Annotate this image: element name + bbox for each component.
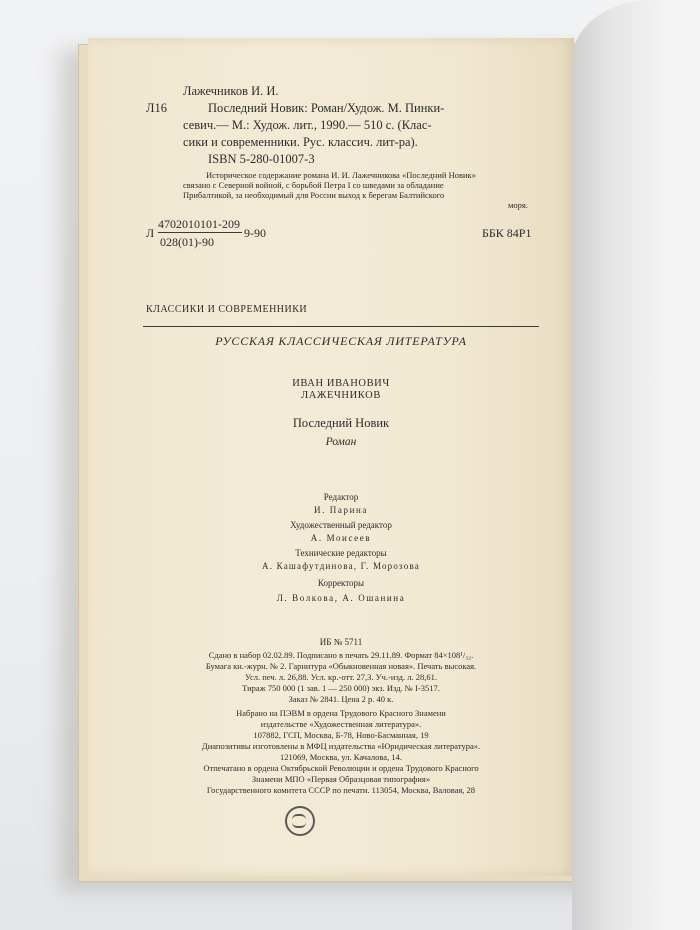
subseries-name: РУССКАЯ КЛАССИЧЕСКАЯ ЛИТЕРАТУРА <box>215 334 467 348</box>
credit-names: И. Парина <box>313 505 369 515</box>
catalog-isbn: ISBN 5-280-01007-3 <box>208 152 315 166</box>
printer-line: Диапозитивы изготовлены в МФЦ издательства «Юридическая литература». <box>201 741 481 751</box>
index-numerator: 4702010101-209 <box>158 217 240 231</box>
catalog-line: севич.— М.: Худож. лит., 1990.— 510 с. (Клас- <box>183 118 432 132</box>
imprint-line: Тираж 750 000 (1 зав. 1 — 250 000) экз. Изд. № I-3517. <box>242 683 440 693</box>
index-denominator: 028(01)-90 <box>160 235 214 249</box>
annotation-line: моря. <box>508 200 528 210</box>
credit-names: Л. Волкова, А. Ошанина <box>276 593 406 603</box>
printer-line: издательстве «Художественная литература». <box>260 719 422 729</box>
catalog-author: Лажечников И. И. <box>183 84 279 98</box>
credit-role: Редактор <box>323 492 359 502</box>
printer-line: Знамени МПО «Первая Образцовая типография» <box>251 774 431 784</box>
annotation-line: Историческое содержание романа И. И. Лажечникова «Последний Новик» <box>206 170 476 180</box>
book-genre: Роман <box>325 436 357 448</box>
printer-line: Набрано на ПЭВМ в ордена Трудового Красного Знамени <box>236 708 446 718</box>
credit-role: Технические редакторы <box>295 548 387 558</box>
series-rule <box>143 326 539 327</box>
imprint-line: Заказ № 2841. Цена 2 р. 40 к. <box>288 694 394 704</box>
printer-line: Отпечатано в ордена Октябрьской Революции и ордена Трудового Красного <box>203 763 479 773</box>
credit-names: А. Моисеев <box>310 533 372 543</box>
publisher-logo-icon <box>285 806 315 836</box>
credit-role: Корректоры <box>317 578 365 588</box>
series-name: КЛАССИКИ И СОВРЕМЕННИКИ <box>146 304 308 315</box>
catalog-line: сики и современники. Рус. классич. лит-ра). <box>183 135 418 149</box>
index-suffix: 9-90 <box>244 226 266 240</box>
credit-role: Художественный редактор <box>290 520 392 530</box>
imprint-line: Усл. печ. л. 26,88. Усл. кр.-отт. 27,3. Уч.-изд. л. 28,61. <box>245 672 437 682</box>
author-surname: ЛАЖЕЧНИКОВ <box>301 390 381 401</box>
imprint-line: Сдано в набор 02.02.89. Подписано в печать 29.11.89. Формат 84×108¹/₃₂. <box>208 650 474 660</box>
printer-line: Государственного комитета СССР по печати. 113054, Москва, Валовая, 28 <box>206 785 476 795</box>
printer-line: 121069, Москва, ул. Качалова, 14. <box>280 752 402 762</box>
catalog-line: Последний Новик: Роман/Худож. М. Пинки- <box>208 101 445 115</box>
annotation-line: связано с Северной войной, с борьбой Петра I со шведами за обладание <box>183 180 444 190</box>
annotation-line: Прибалтикой, за необходимый для России выход к берегам Балтийского <box>183 190 445 200</box>
catalog-code: Л16 <box>146 101 167 115</box>
author-first-names: ИВАН ИВАНОВИЧ <box>292 378 390 389</box>
index-letter: Л <box>146 226 155 240</box>
index-fraction-bar <box>158 232 242 233</box>
credit-names: А. Кашафутдинова, Г. Морозова <box>262 561 420 571</box>
right-page <box>572 0 700 930</box>
book-title: Последний Новик <box>292 416 390 430</box>
printer-line: 107882, ГСП, Москва, Б-78, Ново-Басманная, 19 <box>253 730 429 740</box>
bbk-code: ББК 84Р1 <box>482 226 532 240</box>
imprint-ib: ИБ № 5711 <box>319 637 363 647</box>
imprint-line: Бумага кн.-журн. № 2. Гарнитура «Обыкновенная новая». Печать высокая. <box>205 661 477 671</box>
